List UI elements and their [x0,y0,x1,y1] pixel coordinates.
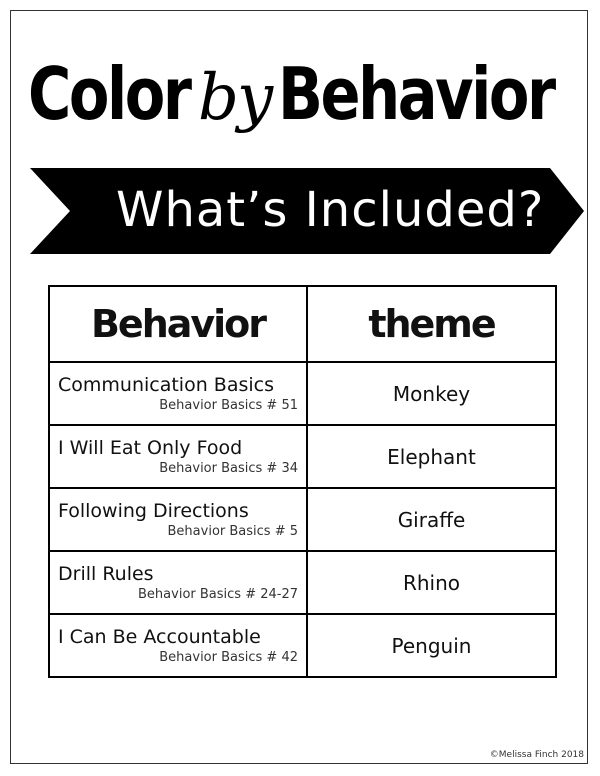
behavior-code: Behavior Basics # 34 [159,460,298,476]
behavior-cell [49,362,307,425]
behavior-code: Behavior Basics # 24-27 [138,586,298,602]
title-color-word: Color [28,52,190,136]
behavior-cell [49,488,307,551]
theme-cell: Rhino [307,551,556,614]
table-header-row [49,286,556,362]
behavior-name: I Can Be Accountable [58,625,261,648]
behavior-code: Behavior Basics # 5 [167,523,298,539]
title-by-word: by [198,61,272,135]
theme-cell: Elephant [307,425,556,488]
behavior-name: Following Directions [58,499,249,522]
behavior-name: Communication Basics [58,373,274,396]
theme-cell: Monkey [307,362,556,425]
table-row [49,551,556,614]
whats-included-banner [30,168,584,254]
included-table [48,285,557,678]
theme-cell: Giraffe [307,488,556,551]
page-title [22,40,582,150]
behavior-code: Behavior Basics # 42 [159,649,298,665]
banner-text: What’s Included? [116,182,545,238]
copyright-text: ©Melissa Finch 2018 [489,750,584,760]
table-row [49,614,556,677]
title-behavior-word: Behavior [278,52,554,136]
behavior-name: I Will Eat Only Food [58,436,243,459]
behavior-cell [49,425,307,488]
table-row [49,488,556,551]
header-theme: theme [307,286,556,362]
theme-cell: Penguin [307,614,556,677]
table-row [49,362,556,425]
header-behavior: Behavior [49,286,307,362]
behavior-cell [49,551,307,614]
behavior-code: Behavior Basics # 51 [159,397,298,413]
table-row [49,425,556,488]
behavior-cell [49,614,307,677]
behavior-name: Drill Rules [58,562,154,585]
